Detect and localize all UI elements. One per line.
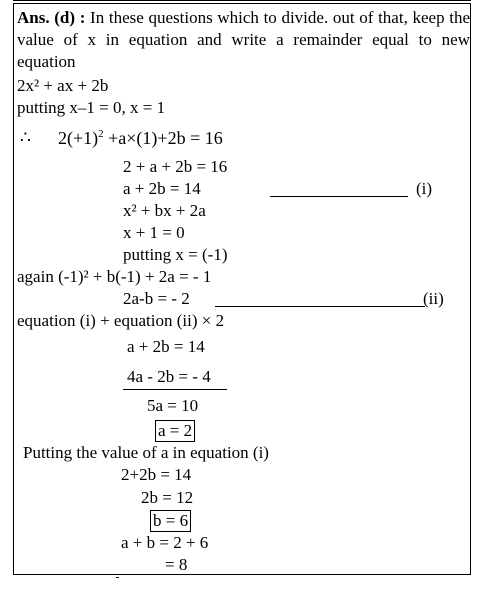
equation-3: a + 2b = 14 [123, 179, 201, 198]
putting-line-2: putting x = (-1) [123, 245, 228, 264]
result-b-box: b = 6 [150, 510, 191, 532]
answer-label: Ans. (d) : [17, 8, 86, 27]
putting-line-3: Putting the value of a in equation (i) [23, 443, 269, 462]
sum-line-2: 4a - 2b = - 4 [127, 367, 211, 386]
expression-2: x² + bx + 2a [123, 201, 206, 220]
sum-line-1: a + 2b = 14 [127, 337, 205, 356]
equation-3-tag: (i) [416, 179, 433, 198]
result-a-box: a = 2 [155, 420, 195, 442]
intro-text: In these questions which to divide. out of that, keep the value of x in equation and write a remainder equal to new equation [17, 8, 471, 71]
therefore-symbol: ∴ [20, 128, 31, 147]
equation-5-blank [215, 306, 425, 307]
equation-5-tag: (ii) [423, 289, 444, 308]
equation-3-blank [270, 196, 408, 197]
equation-5: 2a-b = - 2 [123, 289, 190, 308]
equation-6: 2+2b = 14 [121, 465, 192, 484]
stray-mark [116, 577, 119, 578]
sum-divider [123, 389, 227, 390]
again-line: again (-1)² + b(-1) + 2a = - 1 [17, 267, 212, 286]
equation-1-exponent: 2 [98, 128, 104, 140]
final-line-1: a + b = 2 + 6 [121, 533, 209, 552]
equation-2: 2 + a + 2b = 16 [123, 157, 228, 176]
equation-7: 2b = 12 [141, 488, 194, 507]
combine-line: equation (i) + equation (ii) × 2 [17, 311, 225, 330]
putting-line-1: putting x–1 = 0, x = 1 [17, 98, 166, 117]
equation-1-left: 2(+1) [58, 128, 99, 148]
sum-line-3: 5a = 10 [147, 396, 199, 415]
intro-paragraph [17, 7, 470, 73]
equation-1-right: +a×(1)+2b = 16 [108, 128, 223, 148]
final-line-2: = 8 [165, 555, 188, 574]
equation-1 [58, 128, 223, 148]
equation-4: x + 1 = 0 [123, 223, 185, 242]
expression-1: 2x² + ax + 2b [17, 76, 109, 95]
